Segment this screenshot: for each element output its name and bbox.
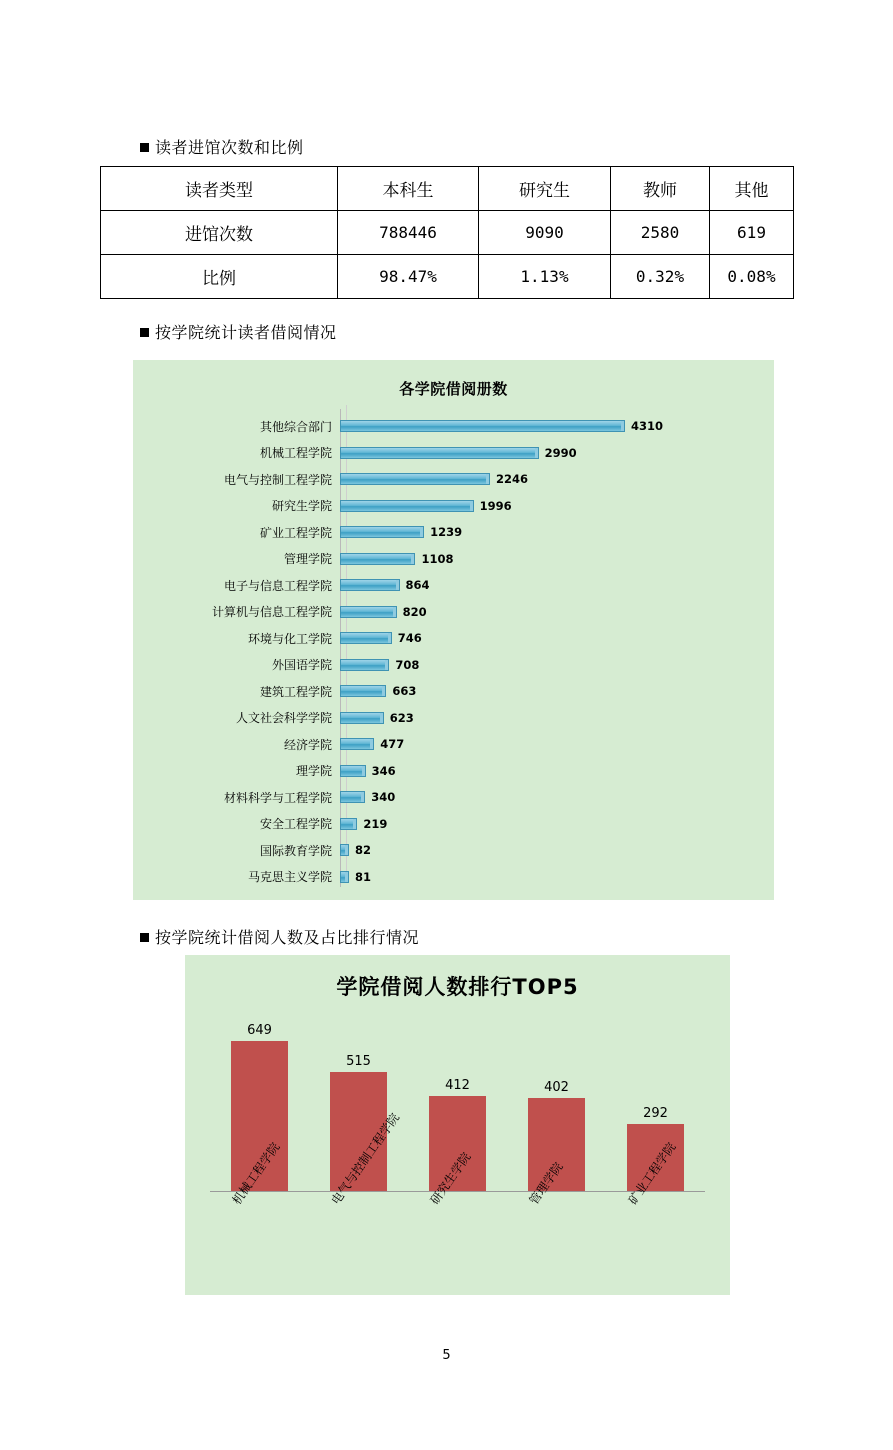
- chart-bar: [340, 553, 412, 565]
- chart-bar-value: 81: [355, 869, 372, 884]
- section-heading-text: 按学院统计借阅人数及占比排行情况: [155, 928, 420, 947]
- chart-bar-label: 计算机与信息工程学院: [211, 605, 332, 620]
- chart-bar-row: [133, 625, 774, 652]
- chart-bar-cell: [340, 440, 774, 467]
- chart-bar-row: [133, 572, 774, 599]
- chart-column-value: 412: [445, 1077, 470, 1093]
- table-cell: 98.47%: [338, 255, 479, 299]
- chart-bar-cell: [340, 837, 774, 864]
- chart-bar: [340, 791, 362, 803]
- chart-bar-cell: [340, 758, 774, 785]
- chart-bar-value: 340: [371, 790, 396, 805]
- chart-bar-label: 建筑工程学院: [259, 684, 332, 699]
- table-cell: 788446: [338, 211, 479, 255]
- chart-bar-row: [133, 731, 774, 758]
- chart-bar-cell: [340, 572, 774, 599]
- chart-bar-label: 机械工程学院: [259, 446, 332, 461]
- chart-bar-cell: [340, 652, 774, 679]
- chart-bar-value: 346: [371, 763, 396, 778]
- chart-bar: [340, 765, 363, 777]
- table-cell: 进馆次数: [101, 211, 338, 255]
- table-cell: 本科生: [338, 167, 479, 211]
- square-bullet-icon: [140, 328, 149, 337]
- section-heading-text: 读者进馆次数和比例: [155, 138, 304, 157]
- chart-bar-value: 82: [355, 843, 372, 858]
- chart-bar-cell: [340, 705, 774, 732]
- chart-bar-label: 管理学院: [283, 552, 332, 567]
- table-cell: 0.08%: [710, 255, 794, 299]
- chart-bar-label: 材料科学与工程学院: [223, 790, 332, 805]
- chart-bar-row: [133, 837, 774, 864]
- section-heading-text: 按学院统计读者借阅情况: [155, 323, 337, 342]
- square-bullet-icon: [140, 933, 149, 942]
- chart-bar-label: 研究生学院: [271, 499, 332, 514]
- chart-bar-value: 746: [397, 631, 422, 646]
- chart-bar: [340, 632, 389, 644]
- chart-bar-label: 理学院: [295, 764, 332, 779]
- chart-bar: [340, 473, 487, 485]
- chart-bar: [340, 420, 622, 432]
- chart-bar: [340, 712, 381, 724]
- chart-bar-cell: [340, 519, 774, 546]
- chart-bar-row: [133, 546, 774, 573]
- table-cell: 0.32%: [611, 255, 710, 299]
- chart-bar-row: [133, 758, 774, 785]
- chart-column-label: 矿业工程学院: [625, 1140, 679, 1208]
- chart-bar-row: [133, 678, 774, 705]
- table-cell: 读者类型: [101, 167, 338, 211]
- chart-bar-value: 477: [380, 737, 405, 752]
- chart-bar: [340, 606, 394, 618]
- chart-bar-value: 4310: [631, 419, 664, 434]
- chart-bar: [340, 659, 386, 671]
- chart-bar: [340, 871, 346, 883]
- chart-column-value: 402: [544, 1080, 569, 1096]
- table-cell: 教师: [611, 167, 710, 211]
- chart-bar-label: 环境与化工学院: [247, 631, 332, 646]
- chart-bar: [340, 579, 397, 591]
- chart-column-label: 管理学院: [526, 1159, 566, 1208]
- chart-title: 学院借阅人数排行TOP5: [336, 975, 579, 999]
- chart-bar-row: [133, 599, 774, 626]
- square-bullet-icon: [140, 143, 149, 152]
- chart-bar-cell: [340, 599, 774, 626]
- chart-college-borrow-volume: [133, 360, 774, 900]
- chart-bar-cell: [340, 811, 774, 838]
- chart-column-label: 电气与控制工程学院: [328, 1110, 403, 1208]
- table-row: [101, 167, 794, 211]
- table-cell: 1.13%: [479, 255, 611, 299]
- chart-bar: [340, 844, 346, 856]
- chart-bar-row: [133, 864, 774, 891]
- chart-bar-cell: [340, 784, 774, 811]
- chart-bar-cell: [340, 731, 774, 758]
- table-cell: 9090: [479, 211, 611, 255]
- chart-bar: [340, 818, 354, 830]
- table-cell: 比例: [101, 255, 338, 299]
- chart-column-label: 机械工程学院: [229, 1140, 283, 1208]
- chart-bar-value: 1108: [421, 551, 454, 566]
- chart-bar-row: [133, 440, 774, 467]
- chart-bar: [340, 500, 471, 512]
- chart-bar-cell: [340, 678, 774, 705]
- section-heading-borrower-ranking: [140, 925, 419, 948]
- chart-bar: [340, 738, 371, 750]
- chart-bar: [340, 447, 536, 459]
- chart-column-value: 515: [346, 1053, 371, 1069]
- table-cell: 研究生: [479, 167, 611, 211]
- chart-title: 各学院借阅册数: [399, 380, 508, 398]
- chart-bar-value: 623: [389, 710, 414, 725]
- chart-bar-value: 820: [402, 604, 427, 619]
- chart-bar-value: 219: [363, 816, 388, 831]
- chart-bar-value: 708: [395, 657, 420, 672]
- chart-bar-row: [133, 413, 774, 440]
- reader-statistics-table: [100, 166, 794, 299]
- page-number: 5: [442, 1348, 451, 1363]
- chart-bar-value: 2246: [495, 472, 528, 487]
- chart-bar-row: [133, 493, 774, 520]
- chart-bar-cell: [340, 546, 774, 573]
- table-cell: 其他: [710, 167, 794, 211]
- section-heading-borrowing-by-college: [140, 320, 337, 343]
- chart-bar-row: [133, 811, 774, 838]
- chart-bar-label: 马克思主义学院: [247, 870, 332, 885]
- chart-bar-label: 国际教育学院: [259, 843, 332, 858]
- chart-bar: [340, 526, 421, 538]
- chart-bar-row: [133, 519, 774, 546]
- chart-bar-cell: [340, 493, 774, 520]
- chart-bar-value: 2990: [544, 445, 577, 460]
- chart-bar-row: [133, 652, 774, 679]
- table-cell: 619: [710, 211, 794, 255]
- chart-bar-row: [133, 705, 774, 732]
- chart-bar-value: 1239: [430, 525, 463, 540]
- chart-bar-label: 人文社会科学学院: [235, 711, 332, 726]
- chart-bar-row: [133, 784, 774, 811]
- chart-bar-label: 经济学院: [283, 737, 332, 752]
- chart-bar: [340, 685, 383, 697]
- chart-bar-label: 安全工程学院: [259, 817, 332, 832]
- chart-column-value: 292: [643, 1105, 668, 1121]
- chart-bar-value: 1996: [479, 498, 512, 513]
- chart-bar-value: 864: [405, 578, 430, 593]
- table-row: [101, 211, 794, 255]
- chart-bar-cell: [340, 625, 774, 652]
- reader-statistics-table-wrapper: [100, 166, 793, 299]
- section-heading-reader-visits: [140, 135, 304, 158]
- chart-bar-label: 矿业工程学院: [259, 525, 332, 540]
- chart-column-label: 研究生学院: [427, 1149, 474, 1208]
- chart-bar-label: 外国语学院: [271, 658, 332, 673]
- chart-bar-cell: [340, 413, 774, 440]
- chart-bar-row: [133, 466, 774, 493]
- table-cell: 2580: [611, 211, 710, 255]
- chart-top5-borrowers: [185, 955, 730, 1295]
- chart-bar-label: 电气与控制工程学院: [223, 472, 332, 487]
- chart-bar-cell: [340, 466, 774, 493]
- chart-bar-value: 663: [392, 684, 417, 699]
- chart-bar-label: 电子与信息工程学院: [223, 578, 332, 593]
- chart-bar-cell: [340, 864, 774, 891]
- chart-column-value: 649: [247, 1023, 272, 1038]
- table-row: [101, 255, 794, 299]
- chart-bar-label: 其他综合部门: [259, 419, 332, 434]
- chart-plot-area: [133, 413, 774, 883]
